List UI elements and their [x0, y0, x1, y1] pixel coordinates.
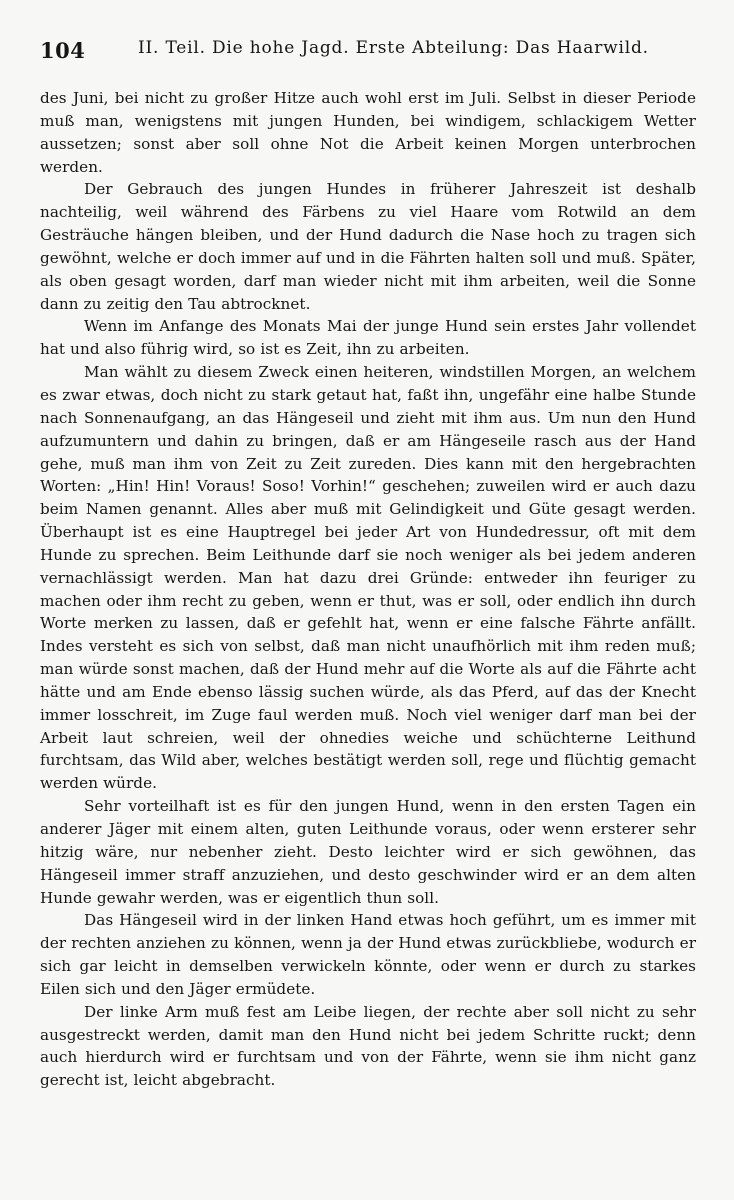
page-number: 104 [40, 38, 86, 63]
paragraph-1: des Juni, bei nicht zu großer Hitze auch wohl erst im Juli. Selbst in dieser Periode muß man, wenigstens mit jungen Hunden, bei windigem, schlackigem Wetter aussetzen; sonst aber soll ohne Not die Arbeit keinen Morgen unterbrochen werden. [40, 89, 696, 176]
paragraph-7: Der linke Arm muß fest am Leibe liegen, der rechte aber soll nicht zu sehr ausgestreckt werden, damit man den Hund nicht bei jedem Schritte ruckt; denn auch hierdurch wird er furchtsam und von der Fährte, wenn sie ihm nicht ganz gerecht ist, leicht abgebracht. [40, 1002, 696, 1090]
paragraph-6: Das Hängeseil wird in der linken Hand etwas hoch geführt, um es immer mit der rechten anziehen zu können, wenn ja der Hund etwas zurückbliebe, wodurch er sich gar leicht in demselben verwickeln könnte, oder wenn er durch zu starkes Eilen sich und den Jäger ermüdete. [40, 911, 696, 998]
paragraph-4: Man wählt zu diesem Zweck einen heiteren, windstillen Morgen, an welchem es zwar etwas, doch nicht zu stark getaut hat, faßt ihn, ungefähr eine halbe Stunde nach Sonnenaufgang, an das Hängeseil und zieht mit ihm aus. Um nun den Hund aufzumuntern und dahin zu bringen, daß er am Hängeseile rasch aus der Hand gehe, muß man ihm von Zeit zu Zeit zureden. Dies kann mit den hergebrachten Worten: „Hin! Hin! Voraus! Soso! Vorhin!“ geschehen; zuweilen wird er auch dazu beim Namen genannt. Alles aber muß mit Gelindigkeit und Güte gesagt werden. Überhaupt ist es eine Hauptregel bei jeder Art von Hundedressur, oft mit dem Hunde zu sprechen. Beim Leithunde darf sie noch weniger als bei jedem anderen vernachlässigt werden. Man hat dazu drei Gründe: entweder ihn feuriger zu machen oder ihm recht zu geben, wenn er thut, was er soll, oder endlich ihn durch Worte merken zu lassen, daß er gefehlt hat, wenn er eine falsche Fährte anfällt. Indes versteht es sich von selbst, daß man nicht unaufhörlich mit ihm reden muß; man würde sonst machen, daß der Hund mehr auf die Worte als auf die Fährte acht hätte und am Ende ebenso lässig suchen würde, als das Pferd, auf das der Knecht immer losschreit, im Zuge faul werden muß. Noch viel weniger darf man bei der Arbeit laut schreien, weil der ohnedies weiche und schüchterne Leithund furchtsam, das Wild aber, welches bestätigt werden soll, rege und flüchtig gemacht werden würde. [40, 363, 696, 793]
body-text [40, 87, 696, 1092]
paragraph-3: Wenn im Anfange des Monats Mai der junge Hund sein erstes Jahr vollendet hat und also führig wird, so ist es Zeit, ihn zu arbeiten. [40, 317, 696, 359]
paragraph-5: Sehr vorteilhaft ist es für den jungen Hund, wenn in den ersten Tagen ein anderer Jäger mit einem alten, guten Leithunde voraus, oder wenn ersterer sehr hitzig wäre, nur nebenher zieht. Desto leichter wird er sich gewöhnen, das Hängeseil immer straff anzuziehen, und desto geschwinder wird er an dem alten Hunde gewahr werden, was er eigentlich thun soll. [40, 797, 696, 907]
running-head: II. Teil. Die hohe Jagd. Erste Abteilung: Das Haarwild. [138, 38, 649, 58]
page-header [40, 36, 696, 76]
paragraph-2: Der Gebrauch des jungen Hundes in früherer Jahreszeit ist deshalb nachteilig, weil während des Färbens zu viel Haare vom Rotwild an dem Gesträuche hängen bleiben, und der Hund dadurch die Nase hoch zu tragen sich gewöhnt, welche er doch immer auf und in die Fährten halten soll und muß. Später, als oben gesagt worden, darf man wieder nicht mit ihm arbeiten, weil die Sonne dann zu zeitig den Tau abtrocknet. [40, 180, 696, 313]
